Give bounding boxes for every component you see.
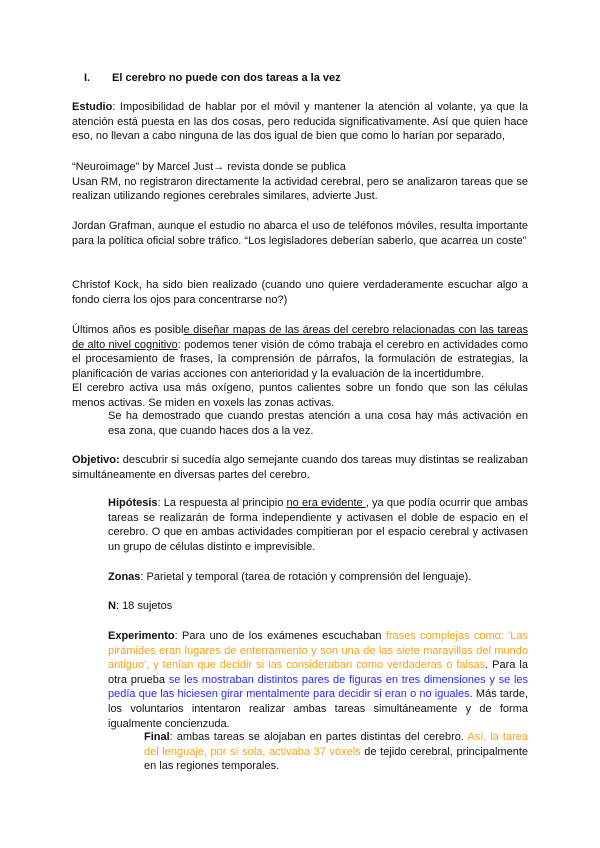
paragraph-demostrado: Se ha demostrado que cuando prestas atención a una cosa hay más activación en esa zona, que cuando haces dos a la vez.	[108, 410, 528, 437]
paragraph-hipotesis	[108, 496, 528, 554]
label-hipotesis: Hipótesis	[108, 497, 158, 509]
n-text: : 18 sujetos	[115, 600, 173, 612]
label-estudio: Estudio	[72, 101, 113, 113]
section-heading	[84, 71, 540, 86]
estudio-text: : Imposibilidad de hablar por el móvil y mantener la atención al volante, ya que la atención está puesta en las dos cosas, pero reducida significativamente. Así que quien hace eso, no llevan a cabo ninguna de las dos igual de bien que como lo harían por separado,	[72, 101, 528, 143]
experimento-highlight-blue: se les mostraban distintos pares de figuras en tres dimensiones y se les pedía que las hiciesen girar mentalmente para decidir si eran o no iguales	[108, 673, 529, 701]
ultimos-post: : podemos tener visión de cómo trabaja el cerebro en actividades como el procesamiento de frases, la comprensión de párrafos, la formulación de estrategias, la planificación de varias acciones con anterioridad y la evaluación de la incertidumbre.	[72, 338, 528, 380]
hipotesis-pre: : La respuesta al principio	[157, 497, 287, 509]
heading-number: I.	[84, 72, 91, 84]
paragraph-ultimos	[72, 323, 528, 411]
paragraph-jordan: Jordan Grafman, aunque el estudio no abarca el uso de teléfonos móviles, resulta importante para la política oficial sobre tráfico. “Los legisladores deberían saberlo, que acarrea un coste”	[72, 220, 528, 247]
hipotesis-post: , ya que podía ocurrir que ambas tareas se realizarán de forma independiente y activasen el doble de espacio en el cerebro. O que en ambas actividades compitieran por el espacio cerebral y activasen un grupo de células distinto e imprevisible.	[108, 497, 528, 553]
experimento-t1: : Para uno de los exámenes escuchaban	[174, 630, 386, 642]
label-zonas: Zonas	[108, 571, 141, 583]
paragraph-experimento	[108, 629, 528, 731]
cerebro-activa-text: El cerebro activa usa más oxígeno, puntos calientes sobre un fondo que son las células menos activas. Se miden en voxels las zonas activas.	[72, 382, 528, 409]
hipotesis-underlined: no era evidente	[286, 497, 366, 509]
usan-rm-text: Usan RM, no registraron directamente la actividad cerebral, pero se analizaron tareas que se realizan utilizando regiones cerebrales similares, advierte Just.	[72, 175, 528, 203]
zonas-text: : Parietal y temporal (tarea de rotación y comprensión del lenguaje).	[140, 571, 472, 583]
label-objetivo: Objetivo:	[72, 454, 120, 466]
ultimos-pre: Últimos años es posibl	[72, 324, 184, 336]
paragraph-objetivo	[72, 453, 528, 482]
label-n: N	[108, 600, 116, 612]
final-highlight-orange: Así, la tarea del lenguaje, por sí sola, activaba 37 vóxels	[144, 731, 528, 758]
paragraph-final	[144, 730, 528, 774]
objetivo-text: descubrir si sucedía algo semejante cuando dos tareas muy distintas se realizaban simultáneamente en diversas partes del cerebro.	[72, 454, 528, 481]
paragraph-estudio	[72, 100, 528, 144]
final-t2: de tejido cerebral, principalmente en las regiones temporales.	[144, 745, 528, 773]
experimento-t2: . Para la otra prueba	[108, 659, 528, 686]
paragraph-neuroimage	[72, 160, 528, 204]
paragraph-zonas	[108, 570, 528, 585]
heading-title: El cerebro no puede con dos tareas a la vez	[112, 72, 341, 84]
paragraph-n	[108, 599, 528, 614]
experimento-highlight-orange: frases complejas como: 'Las pirámides eran lugares de enterramiento y son una de las siete maravillas del mundo antiguo', y tenían que decidir si las consideraban como verdaderas o falsas	[108, 630, 528, 672]
paragraph-christof: Christof Kock, ha sido bien realizado (cuando uno quiere verdaderamente escuchar algo a fondo cierra los ojos para concentrarse no?)	[72, 279, 528, 306]
experimento-t3: . Más tarde, los voluntarios intentaron realizar ambas tareas simultáneamente y de forma igualmente concienzuda.	[108, 688, 528, 730]
neuroimage-line: “Neuroimage” by Marcel Just→ revista donde se publica	[72, 161, 346, 173]
label-final: Final	[144, 731, 170, 743]
label-experimento: Experimento	[108, 630, 175, 642]
ultimos-underlined: e diseñar mapas de las áreas del cerebro relacionadas con las tareas de alto nivel cognitivo	[72, 324, 528, 351]
final-t1: : ambas tareas se alojaban en partes distintas del cerebro.	[169, 731, 468, 743]
